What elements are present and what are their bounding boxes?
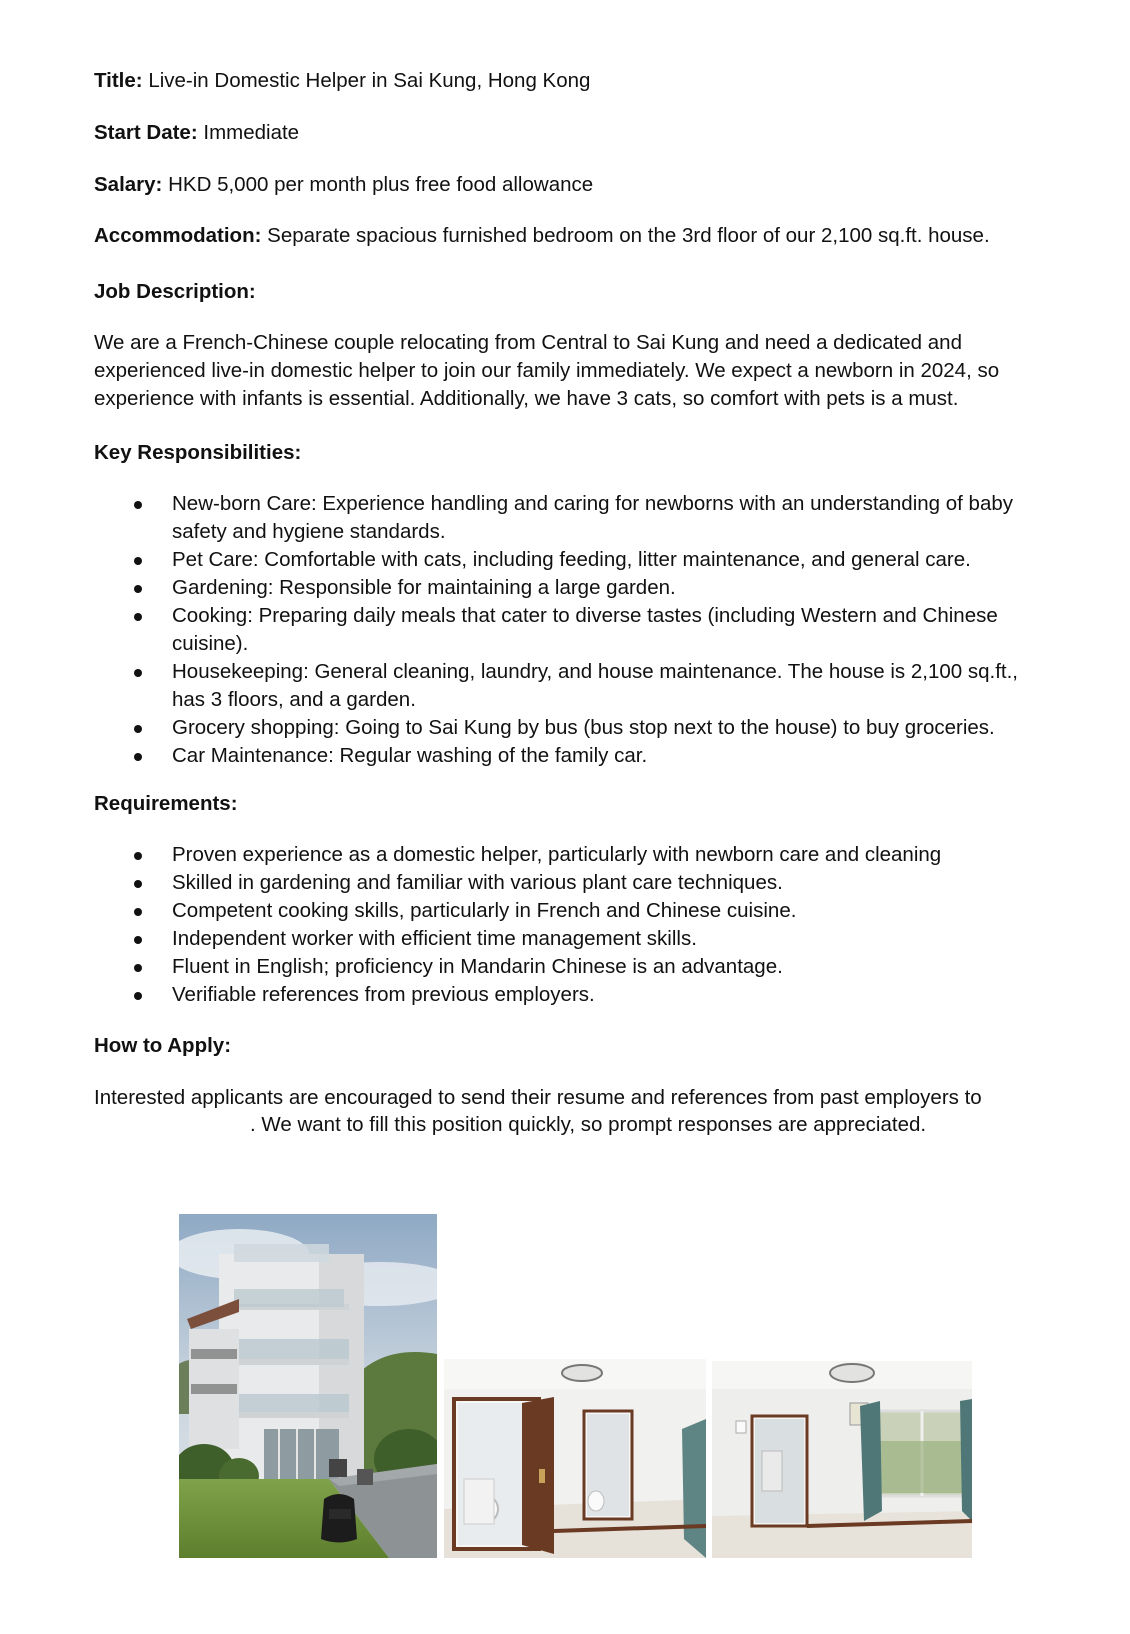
list-item: Independent worker with efficient time management skills.: [94, 925, 1064, 953]
list-item: Pet Care: Comfortable with cats, including feeding, litter maintenance, and general care.: [94, 546, 1064, 574]
list-item: New-born Care: Experience handling and caring for newborns with an understanding of baby safety and hygiene standards.: [94, 490, 1064, 546]
title-value: Live-in Domestic Helper in Sai Kung, Hong Kong: [148, 69, 591, 92]
accommodation-value: Separate spacious furnished bedroom on the 3rd floor of our 2,100 sq.ft. house.: [267, 224, 990, 247]
title-line: [94, 67, 590, 95]
bullet-icon: [134, 992, 142, 1000]
job-description-line: experienced live-in domestic helper to join our family immediately. We expect a newborn in 2024, so: [94, 359, 1000, 382]
job-description-line: We are a French-Chinese couple relocating from Central to Sai Kung and need a dedicated and: [94, 331, 962, 354]
bullet-icon: [134, 880, 142, 888]
requirements-heading: Requirements:: [94, 792, 238, 815]
list-item: Proven experience as a domestic helper, particularly with newborn care and cleaning: [94, 841, 1064, 869]
start-date-value: Immediate: [203, 121, 300, 144]
list-item: Fluent in English; proficiency in Mandarin Chinese is an advantage.: [94, 953, 1064, 981]
salary-line: [94, 171, 593, 199]
job-description-heading: Job Description:: [94, 280, 256, 303]
title-label: Title:: [94, 69, 143, 92]
how-to-apply-line: . We want to fill this position quickly, so prompt responses are appreciated.: [250, 1113, 927, 1136]
house-exterior-photo: [179, 1214, 437, 1558]
how-to-apply-heading: How to Apply:: [94, 1034, 232, 1057]
list-item: Competent cooking skills, particularly in French and Chinese cuisine.: [94, 897, 1064, 925]
bullet-icon: [134, 557, 142, 565]
list-item: Gardening: Responsible for maintaining a large garden.: [94, 574, 1064, 602]
bullet-icon: [134, 753, 142, 761]
bedroom-door-photo: [444, 1359, 706, 1558]
key-responsibilities-heading: Key Responsibilities:: [94, 441, 302, 464]
list-item: Skilled in gardening and familiar with various plant care techniques.: [94, 869, 1064, 897]
job-description-line: experience with infants is essential. Additionally, we have 3 cats, so comfort with pets is a must.: [94, 387, 959, 410]
salary-value: HKD 5,000 per month plus free food allowance: [168, 173, 594, 196]
bullet-icon: [134, 613, 142, 621]
bullet-icon: [134, 964, 142, 972]
bullet-icon: [134, 725, 142, 733]
bullet-icon: [134, 585, 142, 593]
bullet-icon: [134, 501, 142, 509]
list-item: Verifiable references from previous employers.: [94, 981, 1064, 1009]
list-item: Cooking: Preparing daily meals that cater to diverse tastes (including Western and Chinese cuisine).: [94, 602, 1064, 658]
bullet-icon: [134, 908, 142, 916]
requirements-list: [94, 841, 1064, 1009]
list-item: Housekeeping: General cleaning, laundry, and house maintenance. The house is 2,100 sq.ft., has 3 floors, and a garden.: [94, 658, 1064, 714]
job-description-paragraph: [94, 329, 1054, 413]
bullet-icon: [134, 669, 142, 677]
bedroom-window-photo: [712, 1361, 972, 1558]
bullet-icon: [134, 936, 142, 944]
list-item: Car Maintenance: Regular washing of the family car.: [94, 742, 1064, 770]
list-item: Grocery shopping: Going to Sai Kung by bus (bus stop next to the house) to buy groceries.: [94, 714, 1064, 742]
accommodation-label: Accommodation:: [94, 224, 262, 247]
salary-label: Salary:: [94, 173, 163, 196]
start-date-label: Start Date:: [94, 121, 198, 144]
how-to-apply-line: Interested applicants are encouraged to send their resume and references from past employers to: [94, 1086, 982, 1109]
bullet-icon: [134, 852, 142, 860]
start-date-line: [94, 119, 299, 147]
key-responsibilities-list: [94, 490, 1064, 770]
accommodation-line: [94, 222, 990, 250]
